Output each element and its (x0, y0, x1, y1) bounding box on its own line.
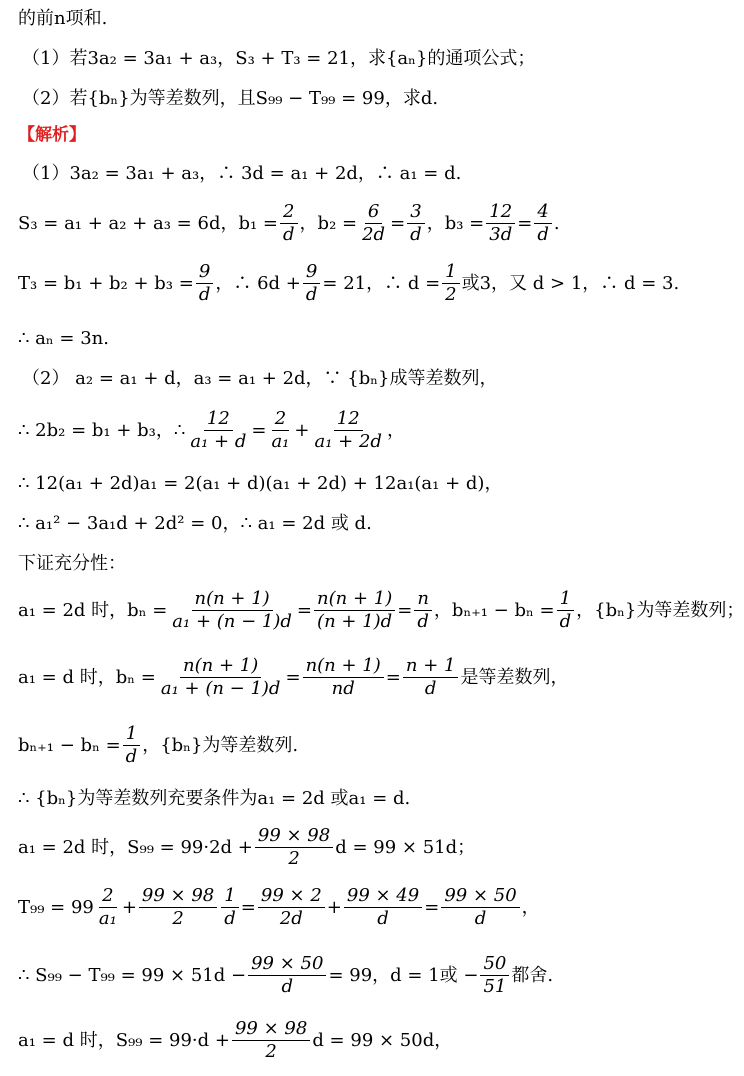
fraction (139, 887, 217, 928)
analysis-label: 【解析】 (18, 125, 86, 145)
problem-part-2 (22, 90, 438, 108)
text-segment: ，b₂ = (299, 212, 358, 234)
text-segment: （2） a₂ = a₁ + d，a₃ = a₁ + 2d，∵ {bₙ}成等差数列， (22, 368, 498, 389)
conclusion-line (18, 790, 410, 808)
text-segment: ∴ aₙ = 3n. (18, 328, 109, 349)
denominator: d (281, 976, 294, 997)
text-segment: a₁ = d 时，bₙ = (18, 666, 156, 688)
problem-part-1 (22, 50, 535, 68)
numerator: n + 1 (403, 657, 459, 678)
text-segment: = (397, 599, 413, 621)
text-segment: ∴ 2b₂ = b₁ + b₃，∴ (18, 419, 186, 441)
fraction (258, 887, 325, 928)
fraction (486, 203, 515, 244)
text-segment: ，{bₙ}为等差数列. (142, 734, 299, 756)
sufficiency-case-2-cont (18, 725, 298, 766)
text-segment: = (251, 419, 267, 441)
numerator: 12 (334, 410, 363, 431)
text-segment: 都舍. (511, 964, 554, 986)
problem-intro-line (18, 10, 107, 28)
text-segment: ∴ S₉₉ − T₉₉ = 99 × 51d − (18, 964, 247, 986)
text-segment: . (553, 212, 560, 234)
text-segment: 下证充分性： (18, 553, 126, 574)
text-segment: T₉₉ = 99 (18, 896, 94, 918)
numerator: 6 (365, 203, 382, 224)
fraction (403, 657, 459, 698)
solution-part-2-line-3 (18, 475, 502, 493)
text-segment: （1）3a₂ = 3a₁ + a₃，∴ 3d = a₁ + 2d，∴ a₁ = d. (22, 163, 462, 184)
denominator: 2d (279, 908, 303, 929)
denominator: 3d (489, 224, 513, 245)
denominator: d (559, 611, 572, 632)
text-segment: = 99，d = 1或 − (328, 964, 479, 986)
fraction (303, 263, 321, 304)
fraction (280, 203, 298, 244)
denominator: d (417, 611, 429, 632)
solution-part-2-line-2 (18, 410, 405, 451)
difference-case-1 (18, 955, 553, 996)
text-segment: a₁ = 2d 时，S₉₉ = 99·2d + (18, 836, 253, 858)
fraction (268, 410, 292, 451)
text-segment: ∴ a₁² − 3a₁d + 2d² = 0，∴ a₁ = 2d 或 d. (18, 513, 372, 534)
denominator: d (377, 908, 389, 929)
fraction (169, 590, 295, 631)
text-segment: d = 99 × 50d， (312, 1029, 453, 1051)
fraction (442, 263, 459, 304)
fraction (534, 203, 552, 244)
sufficiency-heading (18, 555, 126, 573)
fraction (255, 827, 333, 868)
solution-line-1 (22, 165, 461, 183)
numerator: 99 × 49 (344, 887, 422, 908)
fraction (221, 887, 239, 928)
sufficiency-case-1 (18, 590, 744, 631)
numerator: 99 × 2 (258, 887, 325, 908)
denominator: a₁ + d (190, 431, 247, 452)
numerator: 99 × 98 (255, 827, 333, 848)
numerator: 99 × 98 (232, 1020, 310, 1041)
solution-part-2-line-1 (22, 370, 498, 388)
numerator: 1 (557, 590, 574, 611)
numerator: n (414, 590, 432, 611)
text-segment: = 21，∴ d = (322, 272, 441, 294)
numerator: 3 (407, 203, 424, 224)
solution-line-2 (18, 203, 560, 244)
text-segment: S₃ = a₁ + a₂ + a₃ = 6d，b₁ = (18, 212, 279, 234)
fraction (311, 410, 384, 451)
denominator: a₁ + (n − 1)d (160, 678, 281, 699)
text-segment: 或3，又 d > 1，∴ d = 3. (461, 272, 680, 294)
text-segment: bₙ₊₁ − bₙ = (18, 734, 121, 756)
denominator: 2 (265, 1041, 277, 1062)
fraction (359, 203, 388, 244)
text-segment: （2）若{bₙ}为等差数列，且S₉₉ − T₉₉ = 99，求d. (22, 88, 439, 109)
denominator: d (283, 224, 295, 245)
denominator: a₁ (98, 908, 117, 929)
denominator: d (224, 908, 236, 929)
text-segment: ， (521, 896, 540, 918)
numerator: n(n + 1) (180, 657, 261, 678)
numerator: 1 (442, 263, 459, 284)
denominator: nd (331, 678, 355, 699)
denominator: d (125, 746, 138, 767)
text-segment: = (390, 212, 406, 234)
numerator: 2 (272, 410, 289, 431)
text-segment: a₁ = d 时，S₉₉ = 99·d + (18, 1029, 230, 1051)
text-segment: （1）若3a₂ = 3a₁ + a₃，S₃ + T₃ = 21，求{aₙ}的通项公式； (22, 48, 536, 69)
text-segment: = (385, 666, 401, 688)
numerator: 9 (196, 263, 213, 284)
fraction (344, 887, 422, 928)
fraction (196, 263, 214, 304)
denominator: d (474, 908, 487, 929)
text-segment: = (517, 212, 533, 234)
sum-s99-case-1 (18, 827, 475, 868)
numerator: 1 (123, 725, 140, 746)
numerator: 99 × 50 (248, 955, 326, 976)
text-segment: = (240, 896, 256, 918)
text-segment: = (285, 666, 301, 688)
denominator: d (424, 678, 437, 699)
fraction (557, 590, 575, 631)
text-segment: ， (386, 419, 405, 441)
fraction (232, 1020, 310, 1061)
text-segment: 的前n项和. (18, 8, 108, 29)
numerator: 2 (99, 887, 116, 908)
text-segment: + (326, 896, 342, 918)
numerator: 1 (221, 887, 238, 908)
denominator: a₁ (271, 431, 290, 452)
numerator: 12 (486, 203, 515, 224)
denominator: a₁ + (n − 1)d (172, 611, 292, 632)
text-segment: ，b₃ = (426, 212, 485, 234)
fraction (414, 590, 432, 631)
numerator: 99 × 50 (441, 887, 519, 908)
sum-s99-case-2 (18, 1020, 452, 1061)
text-segment: + (121, 896, 137, 918)
analysis-header (18, 127, 86, 144)
numerator: 12 (204, 410, 233, 431)
denominator: 2 (288, 848, 300, 869)
text-segment: ，∴ 6d + (215, 272, 301, 294)
solution-line-3 (18, 263, 679, 304)
fraction (407, 203, 425, 244)
fraction (480, 955, 509, 996)
denominator: d (305, 284, 318, 305)
solution-line-4 (18, 330, 109, 348)
numerator: 4 (534, 203, 551, 224)
denominator: 2 (172, 908, 184, 929)
numerator: 9 (303, 263, 320, 284)
fraction (303, 657, 384, 698)
fraction (158, 657, 284, 698)
text-segment: ∴ {bₙ}为等差数列充要条件为a₁ = 2d 或a₁ = d. (18, 788, 411, 809)
denominator: 2 (445, 284, 457, 305)
text-segment: = (296, 599, 313, 621)
text-segment: + (294, 419, 310, 441)
fraction (96, 887, 120, 928)
denominator: (n + 1)d (317, 611, 393, 632)
text-segment: d = 99 × 51d； (335, 836, 476, 858)
denominator: d (198, 284, 211, 305)
numerator: n(n + 1) (192, 590, 273, 611)
fraction (314, 590, 395, 631)
numerator: 2 (280, 203, 297, 224)
denominator: 2d (362, 224, 386, 245)
text-segment: T₃ = b₁ + b₂ + b₃ = (18, 272, 194, 294)
denominator: a₁ + 2d (314, 431, 382, 452)
sum-t99-case-1 (18, 887, 540, 928)
text-segment: 是等差数列， (460, 666, 569, 688)
denominator: 51 (483, 976, 507, 997)
text-segment: = (424, 896, 440, 918)
text-segment: ∴ 12(a₁ + 2d)a₁ = 2(a₁ + d)(a₁ + 2d) + 12a₁(a₁ + d)， (18, 473, 503, 494)
fraction (187, 410, 249, 451)
denominator: d (537, 224, 549, 245)
fraction (441, 887, 519, 928)
numerator: n(n + 1) (314, 590, 395, 611)
solution-part-2-line-4 (18, 515, 372, 533)
fraction (248, 955, 326, 996)
denominator: d (410, 224, 422, 245)
numerator: 99 × 98 (139, 887, 217, 908)
text-segment: a₁ = 2d 时，bₙ = (18, 599, 168, 621)
fraction (123, 725, 141, 766)
sufficiency-case-2 (18, 657, 568, 698)
numerator: n(n + 1) (303, 657, 384, 678)
text-segment: ，bₙ₊₁ − bₙ = (433, 599, 555, 621)
text-segment: ，{bₙ}为等差数列； (576, 599, 744, 621)
numerator: 50 (480, 955, 509, 976)
